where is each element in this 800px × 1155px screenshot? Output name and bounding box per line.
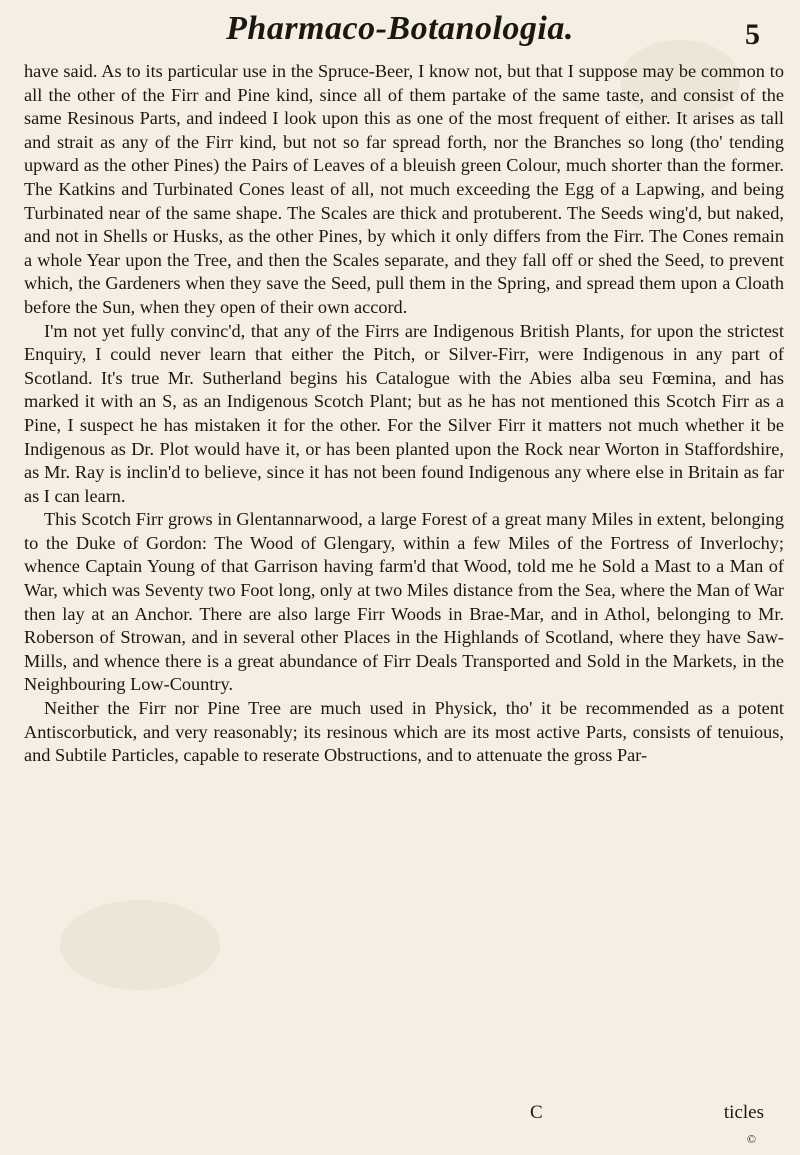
signature-mark: C	[530, 1102, 543, 1123]
ornament-mark: ©	[746, 1132, 756, 1146]
catchword: ticles	[723, 1102, 764, 1123]
running-title: Pharmaco-Botanologia.	[226, 10, 574, 47]
body-text	[24, 60, 784, 768]
paragraph: I'm not yet fully convinc'd, that any of the Firrs are Indigenous British Plants, for upon the strictest Enquiry, I could never learn that either the Pitch, or Silver-Firr, were Indigenous in any part of Scotland. It's true Mr. Sutherland begins his Catalogue with the Abies alba seu Fœmina, and has marked it with an S, as an Indigenous Scotch Plant; but as he has not mentioned this Scotch Firr as a Pine, I suspect he has mistaken it for the other. For the Silver Firr it matters not much whether it be Indigenous as Dr. Plot would have it, or has been planted upon the Rock near Worton in Staffordshire, as Mr. Ray is inclin'd to believe, since it has not been found Indigenous any where else in Britain as far as I can learn.	[24, 320, 784, 506]
paper-stain	[60, 900, 220, 990]
paragraph: This Scotch Firr grows in Glentannarwood, a large Forest of a great many Miles in extent, belonging to the Duke of Gordon: The Wood of Glengary, within a few Miles of the Fortress of Inverlochy; whence Captain Young of that Garrison having farm'd that Wood, told me he Sold a Mast to a Man of War, which was Seventy two Foot long, only at two Miles distance from the Sea, where the Man of War then lay at an Anchor. There are also large Firr Woods in Brae-Mar, and in Athol, belonging to Mr. Roberson of Strowan, and in several other Places in the Highlands of Scotland, where they have Saw-Mills, and whence there is a great abundance of Firr Deals Transported and Sold in the Markets, in the Neighbouring Low-Country.	[24, 509, 784, 695]
paragraph: have said. As to its particular use in the Spruce-Beer, I know not, but that I suppose may be common to all the other of the Firr and Pine kind, since all of them partake of the same taste, and consist of the same Resinous Parts, and indeed I look upon this as one of the most frequent of either. It arises as tall and strait as any of the Firr kind, but not so far spread forth, nor the Branches so long (tho' tending upward as the other Pines) the Pairs of Leaves of a bleuish green Colour, much shorter than the former. The Katkins and Turbinated Cones least of all, not much exceeding the Egg of a Lapwing, and being Turbinated near of the same shape. The Scales are thick and protuberent. The Seeds wing'd, but naked, and not in Shells or Husks, as the other Pines, by which it only differs from the Firr. The Cones remain a whole Year upon the Tree, and then the Scales separate, and they fall off or shed the Seed, to prevent which, the Gardeners when they save the Seed, pull them in the Spring, and spread them upon a Cloath before the Sun, when they open of their own accord.	[24, 61, 784, 317]
paragraph: Neither the Firr nor Pine Tree are much used in Physick, tho' it be recommended as a potent Antiscorbutick, and very reasonably; its resinous which are its most active Parts, consists of tenuious, and Subtile Particles, capable to reserate Obstructions, and to attenuate the gross Par-	[24, 698, 784, 766]
page-number: 5	[745, 18, 760, 51]
